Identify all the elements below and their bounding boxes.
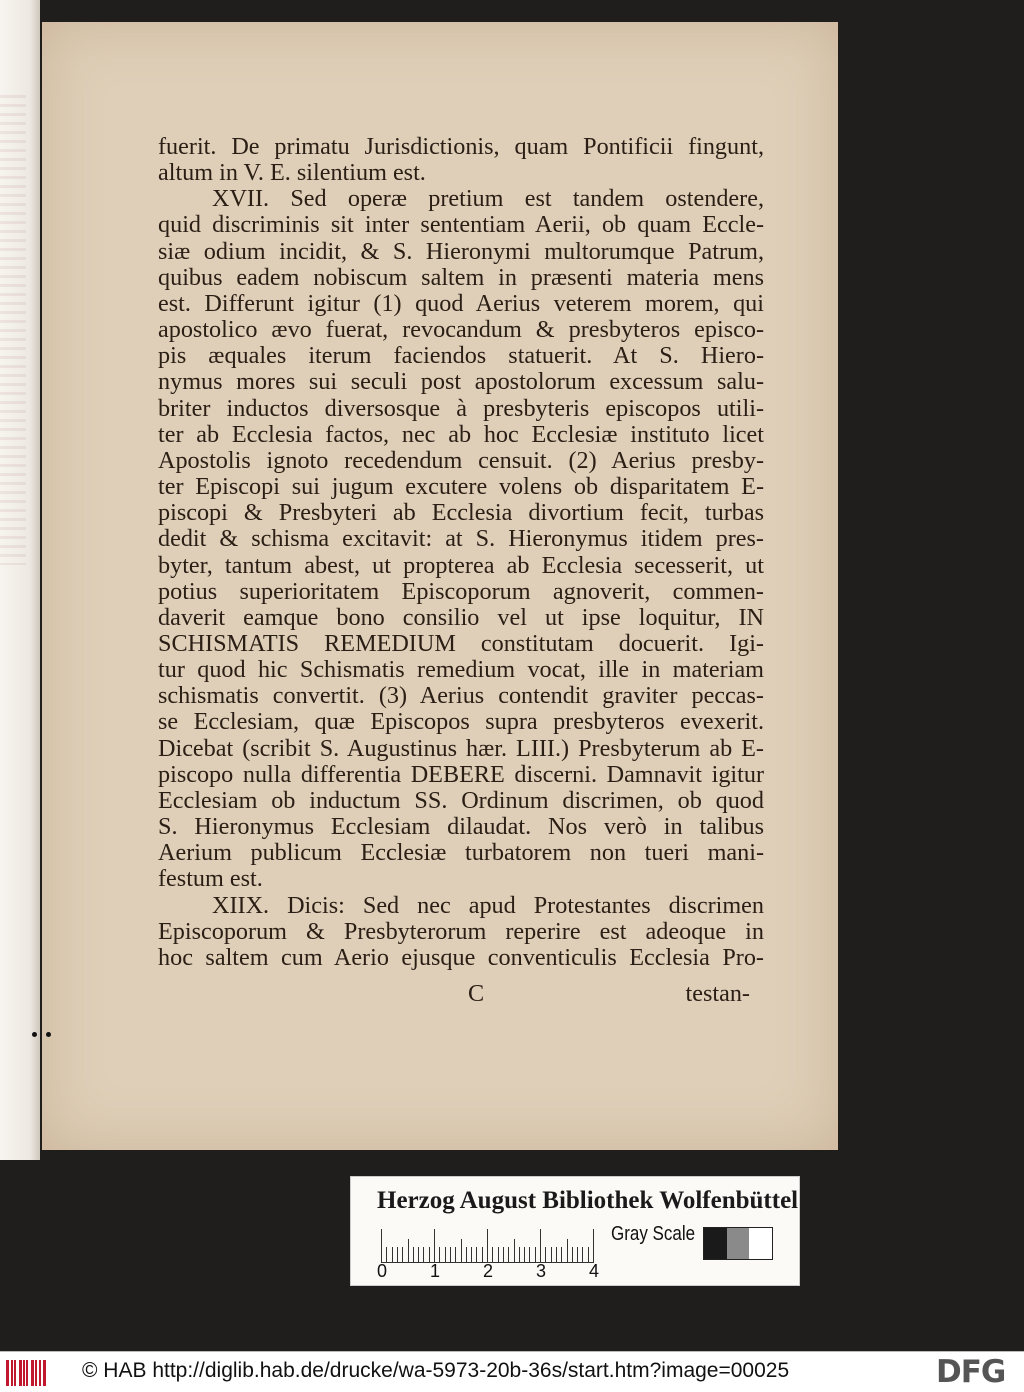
text-line: piscopi & Presbyteri ab Ecclesia divortium fecit, turbas: [158, 499, 764, 527]
ruler-tick: [397, 1247, 398, 1263]
ruler-tick: [582, 1247, 583, 1263]
barcode-bar: [23, 1360, 25, 1386]
text-line: S. Hieronymus Ecclesiam dilaudat. Nos verò in talibus: [158, 813, 764, 841]
barcode-bar: [14, 1360, 16, 1386]
text-line: ter ab Ecclesia factos, nec ab hoc Ecclesiæ instituto licet: [158, 420, 764, 448]
ruler-tick: [529, 1247, 530, 1263]
library-name: Herzog August Bibliothek Wolfenbüttel: [377, 1187, 799, 1214]
ink-dot: [32, 1032, 37, 1037]
barcode-bar: [11, 1360, 13, 1386]
gray-swatch-light: [749, 1228, 772, 1259]
ruler-tick: [540, 1229, 541, 1263]
ruler-tick: [572, 1247, 573, 1263]
ruler-tick: [455, 1247, 456, 1263]
ruler-tick: [471, 1247, 472, 1263]
page-footer-line: [158, 980, 764, 1006]
ruler-tick: [561, 1247, 562, 1263]
ink-dot: [46, 1032, 51, 1037]
barcode-bar: [43, 1360, 46, 1386]
text-line: dedit & schisma excitavit: at S. Hieronymus itidem pres-: [158, 525, 764, 553]
gray-scale-swatches: [703, 1227, 773, 1260]
ruler-tick: [418, 1247, 419, 1263]
ruler-number: 1: [430, 1261, 441, 1281]
ruler-tick: [577, 1247, 578, 1263]
color-scale-card: [350, 1176, 800, 1286]
text-line: fuerit. De primatu Jurisdictionis, quam Pontificii fingunt,: [158, 133, 764, 160]
text-line: SCHISMATIS REMEDIUM constitutam docuerit. Igi-: [158, 629, 764, 657]
text-line: hoc saltem cum Aerio ejusque conventiculis Ecclesia Pro-: [158, 943, 764, 971]
ruler-tick: [434, 1229, 435, 1263]
text-line: Dicebat (scribit S. Augustinus hær. LIII.) Presbyterum ab E-: [158, 734, 764, 762]
text-line: daverit eamque bono consilio vel ut ipse loquitur, IN: [158, 603, 764, 631]
text-line: quibus eadem nobiscum saltem in præsenti materia mens: [158, 263, 764, 291]
ruler: [381, 1229, 593, 1263]
page-text: [158, 134, 764, 971]
barcode-bar: [31, 1360, 34, 1386]
text-line: quid discriminis sit inter sententiam Aerii, ob quam Eccle-: [158, 211, 764, 239]
dfg-logo: DFG: [936, 1354, 1006, 1390]
barcode-bar: [35, 1360, 37, 1386]
gray-swatch-mid: [727, 1228, 750, 1259]
barcode-bar: [26, 1360, 28, 1386]
gray-swatch-dark: [704, 1228, 727, 1259]
scanned-page: [42, 22, 838, 1150]
signature-mark: C: [468, 980, 485, 1007]
text-line: nymus mores sui seculi post apostolorum excessum salu-: [158, 368, 764, 396]
text-line: XVII. Sed operæ pretium est tandem ostendere,: [212, 185, 764, 213]
ruler-number: 3: [536, 1261, 547, 1281]
text-line: schismatis convertit. (3) Aerius contendit graviter peccas-: [158, 682, 764, 710]
text-line: tur quod hic Schismatis remedium vocat, ille in materiam: [158, 656, 764, 684]
text-line: pis æquales iterum faciendos statuerit. At S. Hiero-: [158, 342, 764, 370]
text-line: festum est.: [158, 865, 263, 893]
ruler-tick: [381, 1229, 382, 1263]
text-line: XIIX. Dicis: Sed nec apud Protestantes discrimen: [212, 891, 764, 919]
ruler-tick: [524, 1247, 525, 1263]
ruler-tick: [567, 1239, 568, 1263]
text-line: ter Episcopi sui jugum excutere volens ob disparitatem E-: [158, 473, 764, 501]
text-line: apostolico ævo fuerat, revocandum & presbyteros episco-: [158, 316, 764, 344]
text-line: altum in V. E. silentium est.: [158, 159, 426, 187]
ruler-tick: [508, 1247, 509, 1263]
ruler-tick: [408, 1239, 409, 1263]
ruler-number: 2: [483, 1261, 494, 1281]
gray-scale-label: Gray Scale: [611, 1223, 696, 1245]
text-line: Episcoporum & Presbyterorum reperire est adeoque in: [158, 917, 764, 945]
ruler-tick: [402, 1247, 403, 1263]
ruler-tick: [466, 1247, 467, 1263]
barcode-bar: [6, 1360, 9, 1386]
ruler-tick: [423, 1247, 424, 1263]
ruler-tick: [498, 1247, 499, 1263]
ruler-tick: [445, 1247, 446, 1263]
text-line: Aerium publicum Ecclesiæ turbatorem non tueri mani-: [158, 839, 764, 867]
text-line: briter inductos diversosque à presbyteris episcopos utili-: [158, 394, 764, 422]
ruler-tick: [519, 1247, 520, 1263]
barcode-bar: [19, 1360, 22, 1386]
ruler-number: 4: [589, 1261, 600, 1281]
ruler-tick: [514, 1239, 515, 1263]
ruler-tick: [551, 1247, 552, 1263]
text-line: piscopo nulla differentia DEBERE discerni. Damnavit igitur: [158, 760, 764, 788]
ruler-tick: [487, 1229, 488, 1263]
ruler-tick: [413, 1247, 414, 1263]
text-line: Ecclesiam ob inductum SS. Ordinum discrimen, ob quod: [158, 786, 764, 814]
ruler-number: 0: [377, 1261, 388, 1281]
text-line: siæ odium incidit, & S. Hieronymi multorumque Patrum,: [158, 237, 764, 265]
ruler-tick: [503, 1247, 504, 1263]
ruler-tick: [476, 1247, 477, 1263]
adjacent-page-edge: [0, 0, 40, 1160]
ruler-tick: [593, 1229, 594, 1263]
ruler-tick: [392, 1247, 393, 1263]
ruler-tick: [450, 1247, 451, 1263]
source-url[interactable]: © HAB http://diglib.hab.de/drucke/wa-5973-20b-36s/start.htm?image=00025: [82, 1359, 790, 1382]
text-line: est. Differunt igitur (1) quod Aerius veterem morem, qui: [158, 289, 764, 317]
text-line: byter, tantum abest, ut propterea ab Ecclesia secesserit, ut: [158, 551, 764, 579]
barcode-bar: [39, 1360, 41, 1386]
ruler-tick: [556, 1247, 557, 1263]
viewer-footer: [0, 1351, 1024, 1392]
ruler-tick: [461, 1239, 462, 1263]
barcode-icon: [6, 1360, 48, 1386]
text-line: se Ecclesiam, quæ Episcopos supra presbyteros evexerit.: [158, 708, 764, 736]
text-line: potius superioritatem Episcoporum agnoverit, commen-: [158, 577, 764, 605]
text-line: Apostolis ignoto recedendum censuit. (2) Aerius presby-: [158, 446, 764, 474]
catchword: testan-: [685, 980, 750, 1007]
